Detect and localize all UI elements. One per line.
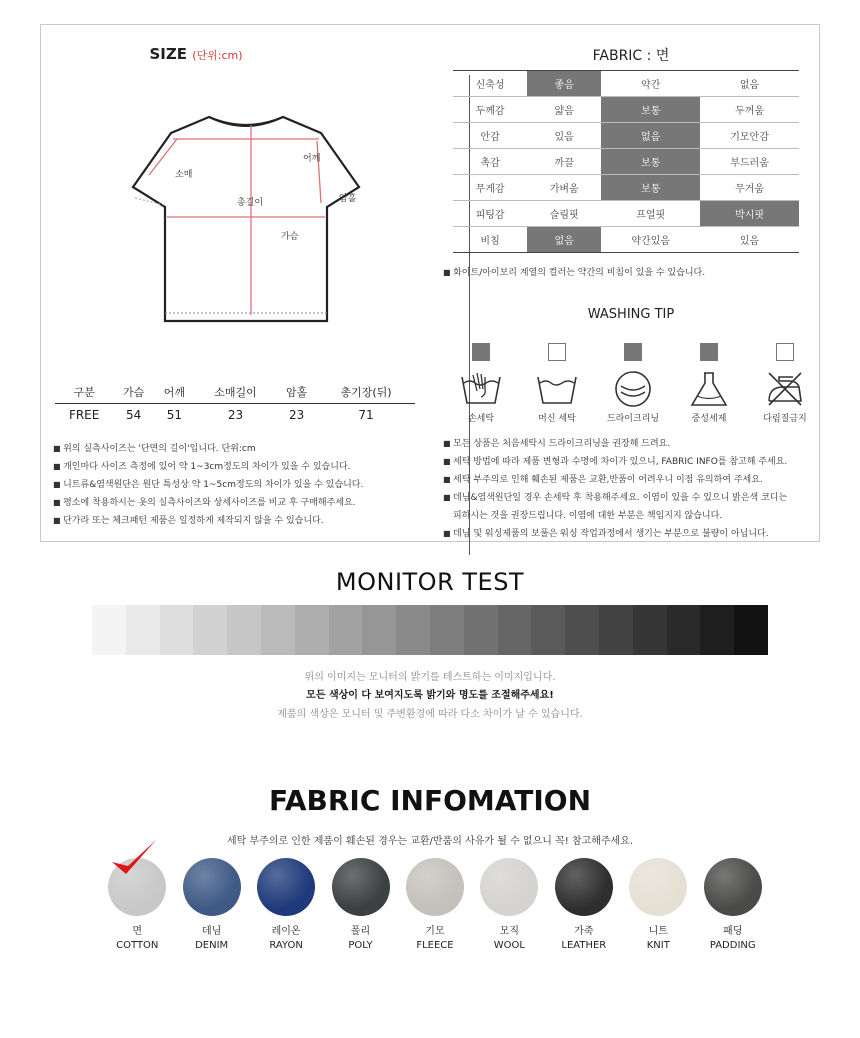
monitor-text-3: 제품의 색상은 모니터 및 주변환경에 따라 다소 차이가 날 수 있습니다. — [277, 709, 583, 720]
fabric-swatch — [257, 858, 315, 916]
fabric-option: 가벼움 — [527, 175, 601, 201]
size-header-cell: 가슴 — [113, 381, 154, 403]
gray-swatch — [565, 605, 599, 655]
fabric-type-fleece — [398, 858, 472, 951]
gray-swatch — [531, 605, 565, 655]
wash-check — [700, 343, 718, 361]
gray-swatch — [430, 605, 464, 655]
wash-label: 드라이크리닝 — [606, 414, 660, 424]
table-row — [453, 149, 799, 175]
fabric-title: FABRIC : 면 — [592, 48, 670, 64]
gray-swatch — [667, 605, 701, 655]
fabric-name-ko: 가죽 — [574, 926, 594, 937]
dry-clean-icon — [611, 369, 655, 409]
wash-check — [548, 343, 566, 361]
fabric-name-en: POLY — [348, 940, 373, 951]
gray-swatch — [362, 605, 396, 655]
wash-check — [776, 343, 794, 361]
gray-swatch — [295, 605, 329, 655]
fabric-option: 얇음 — [527, 97, 601, 123]
fabric-option: 약간있음 — [601, 227, 700, 253]
size-cell: 51 — [166, 408, 183, 423]
hand-wash-icon — [459, 369, 503, 409]
machine-wash-icon — [535, 369, 579, 409]
gray-swatch — [498, 605, 532, 655]
fabric-option: 두꺼움 — [700, 97, 799, 123]
wash-item-dry — [595, 343, 671, 424]
fabric-swatch — [406, 858, 464, 916]
fabric-name-ko: 모직 — [499, 926, 520, 937]
label-armhole: 암홀 — [339, 194, 357, 204]
washing-note: ■ 데님&염색원단일 경우 손세탁 후 착용해주세요. 이염이 있을 수 있으니 밝은색 코디는 — [443, 489, 823, 507]
neutral-detergent-icon — [687, 369, 731, 409]
fabric-swatch — [332, 858, 390, 916]
product-info-box — [40, 24, 820, 542]
size-table-header — [55, 381, 415, 403]
fabric-category: 안감 — [453, 123, 527, 149]
fabric-option: 슬림핏 — [527, 201, 601, 227]
gray-swatch — [700, 605, 734, 655]
monitor-text-1: 위의 이미지는 모니터의 밝기를 테스트하는 이미지입니다. — [304, 672, 556, 683]
fabric-option: 없음 — [700, 71, 799, 97]
fabric-name-en: RAYON — [269, 940, 303, 951]
size-notes — [53, 440, 433, 530]
fabric-option-selected: 보통 — [601, 149, 700, 175]
fabric-type-poly — [323, 858, 397, 951]
washing-note: ■ 세탁 부주의로 인해 훼손된 제품은 교환,반품이 어려우니 이점 유의하여 주세요. — [443, 471, 823, 489]
fabric-swatch — [183, 858, 241, 916]
size-header-cell: 암홀 — [276, 381, 317, 403]
fabric-name-en: LEATHER — [561, 940, 607, 951]
gray-swatch — [126, 605, 160, 655]
fabric-option-selected: 보통 — [601, 175, 700, 201]
fabric-name-en: KNIT — [646, 940, 670, 951]
size-header-cell: 구분 — [55, 381, 113, 403]
gray-swatch — [633, 605, 667, 655]
fabric-swatch — [629, 858, 687, 916]
size-note: ■ 개인마다 사이즈 측정에 있어 약 1~3cm정도의 차이가 있을 수 있습니다. — [53, 458, 433, 476]
size-cell: 54 — [126, 408, 142, 423]
fabric-category: 피팅감 — [453, 201, 527, 227]
washing-note-continued: 피하시는 것을 권장드립니다. 이염에 대한 부분은 책임지지 않습니다. — [453, 511, 723, 521]
fabric-name-ko: 패딩 — [723, 926, 743, 937]
gray-swatch — [160, 605, 194, 655]
fabric-swatch — [480, 858, 538, 916]
fabric-option: 기모안감 — [700, 123, 799, 149]
fabric-swatch — [704, 858, 762, 916]
size-header-cell: 어깨 — [154, 381, 195, 403]
monitor-test-title: MONITOR TEST — [335, 568, 525, 596]
fabric-name-ko: 니트 — [648, 926, 668, 937]
fabric-option-selected: 박시핏 — [700, 201, 799, 227]
fabric-name-ko: 기모 — [425, 926, 445, 937]
fabric-option: 약간 — [601, 71, 700, 97]
fabric-option: 있음 — [700, 227, 799, 253]
fabric-option: 부드러움 — [700, 149, 799, 175]
fabric-type-rayon — [249, 858, 323, 951]
washing-note: ■ 모든 상품은 처음세탁시 드라이크리닝을 권장해 드려요. — [443, 435, 823, 453]
fabric-info-title: FABRIC INFOMATION — [268, 784, 592, 817]
label-shoulder: 어깨 — [303, 154, 321, 164]
size-note: ■ 니트류&염색원단은 원단 특성상 약 1~5cm정도의 차이가 있을 수 있습니다. — [53, 476, 433, 494]
gray-swatch — [329, 605, 363, 655]
wash-item-detergent — [671, 343, 747, 424]
wash-label: 다림질금지 — [763, 414, 807, 424]
label-length: 총길이 — [237, 198, 264, 208]
fabric-type-row — [100, 858, 770, 951]
fabric-option-selected: 없음 — [527, 227, 601, 253]
fabric-category: 신축성 — [453, 71, 527, 97]
size-unit: (단위:cm) — [192, 49, 243, 62]
fabric-option: 무거움 — [700, 175, 799, 201]
wash-label: 머신 세탁 — [538, 414, 576, 424]
washing-note: ■ 세탁 방법에 따라 제품 변형과 수명에 차이가 있으니, FABRIC INFO를 참고해 주세요. — [443, 453, 823, 471]
size-cell: FREE — [68, 408, 100, 423]
checkmark-icon — [108, 836, 160, 882]
wash-label: 중성세제 — [691, 414, 727, 424]
no-iron-icon — [763, 369, 807, 409]
fabric-category: 두께감 — [453, 97, 527, 123]
table-row — [55, 403, 415, 427]
fabric-option: 까끌 — [527, 149, 601, 175]
size-table — [55, 381, 415, 427]
table-row — [453, 175, 799, 201]
size-header-cell: 소매길이 — [195, 381, 276, 403]
fabric-name-en: WOOL — [493, 940, 525, 951]
wash-check — [472, 343, 490, 361]
washing-note: ■ 데님 및 워싱제품의 보풀은 워싱 작업과정에서 생기는 부분으로 불량이 아닙니다. — [443, 525, 823, 543]
monitor-text-2: 모든 색상이 다 보여지도록 밝기와 명도를 조절해주세요! — [306, 690, 554, 701]
gray-swatch — [464, 605, 498, 655]
gray-swatch — [599, 605, 633, 655]
wash-item-no-iron — [747, 343, 823, 424]
tshirt-icon — [131, 105, 361, 335]
size-title — [41, 45, 351, 63]
fabric-name-en: FLEECE — [416, 940, 454, 951]
table-row — [453, 71, 799, 97]
size-note: ■ 평소에 착용하시는 옷의 실측사이즈와 상세사이즈를 비교 후 구매해주세요. — [53, 494, 433, 512]
gray-swatch — [734, 605, 768, 655]
fabric-option-selected: 없음 — [601, 123, 700, 149]
fabric-info-subtitle: 세탁 부주의로 인한 제품이 훼손된 경우는 교환/반품의 사유가 될 수 없으니 꼭! 참고해주세요. — [226, 836, 634, 847]
wash-label: 손세탁 — [467, 414, 495, 424]
table-row — [453, 227, 799, 253]
wash-item-machine — [519, 343, 595, 424]
fabric-type-denim — [174, 858, 248, 951]
fabric-category: 촉감 — [453, 149, 527, 175]
fabric-name-ko: 데님 — [201, 926, 222, 937]
fabric-name-ko: 폴리 — [350, 926, 371, 937]
fabric-name-en: COTTON — [116, 940, 159, 951]
size-header-cell: 총기장(뒤) — [317, 381, 415, 403]
fabric-type-knit — [621, 858, 695, 951]
fabric-option: 프얼핏 — [601, 201, 700, 227]
gray-swatch — [92, 605, 126, 655]
size-note: ■ 단가라 또는 체크패턴 제품은 일정하게 제작되지 않을 수 있습니다. — [53, 512, 433, 530]
fabric-table — [453, 70, 799, 253]
fabric-type-wool — [472, 858, 546, 951]
size-title-text: SIZE — [149, 45, 187, 63]
wash-check — [624, 343, 642, 361]
table-row — [453, 97, 799, 123]
washing-tip-title: WASHING TIP — [587, 307, 675, 322]
gray-swatch — [227, 605, 261, 655]
monitor-swatches — [92, 605, 768, 655]
size-cell: 23 — [227, 408, 244, 423]
fabric-swatch — [555, 858, 613, 916]
size-cell: 23 — [289, 408, 305, 423]
fabric-name-en: DENIM — [195, 940, 229, 951]
label-sleeve: 소매 — [175, 170, 193, 180]
fabric-note: ■ 화이트/아이보리 계열의 컬러는 약간의 비침이 있을 수 있습니다. — [443, 265, 705, 278]
tshirt-diagram — [131, 105, 361, 335]
gray-swatch — [193, 605, 227, 655]
size-cell: 71 — [358, 408, 374, 423]
wash-item-hand — [443, 343, 519, 424]
table-row — [453, 123, 799, 149]
label-chest: 가슴 — [281, 232, 299, 242]
washing-tip-row — [443, 343, 823, 424]
fabric-name-ko: 면 — [132, 926, 143, 937]
fabric-name-ko: 레이온 — [271, 926, 301, 937]
gray-swatch — [261, 605, 295, 655]
gray-swatch — [396, 605, 430, 655]
fabric-name-en: PADDING — [709, 940, 756, 951]
fabric-type-padding — [696, 858, 770, 951]
table-row — [453, 201, 799, 227]
fabric-type-leather — [547, 858, 621, 951]
fabric-option: 있음 — [527, 123, 601, 149]
washing-notes — [443, 435, 823, 543]
fabric-option-selected: 좋음 — [527, 71, 601, 97]
size-note: ■ 위의 실측사이즈는 '단면의 길이'입니다. 단위:cm — [53, 440, 433, 458]
fabric-category: 무게감 — [453, 175, 527, 201]
fabric-category: 비침 — [453, 227, 527, 253]
fabric-option-selected: 보통 — [601, 97, 700, 123]
